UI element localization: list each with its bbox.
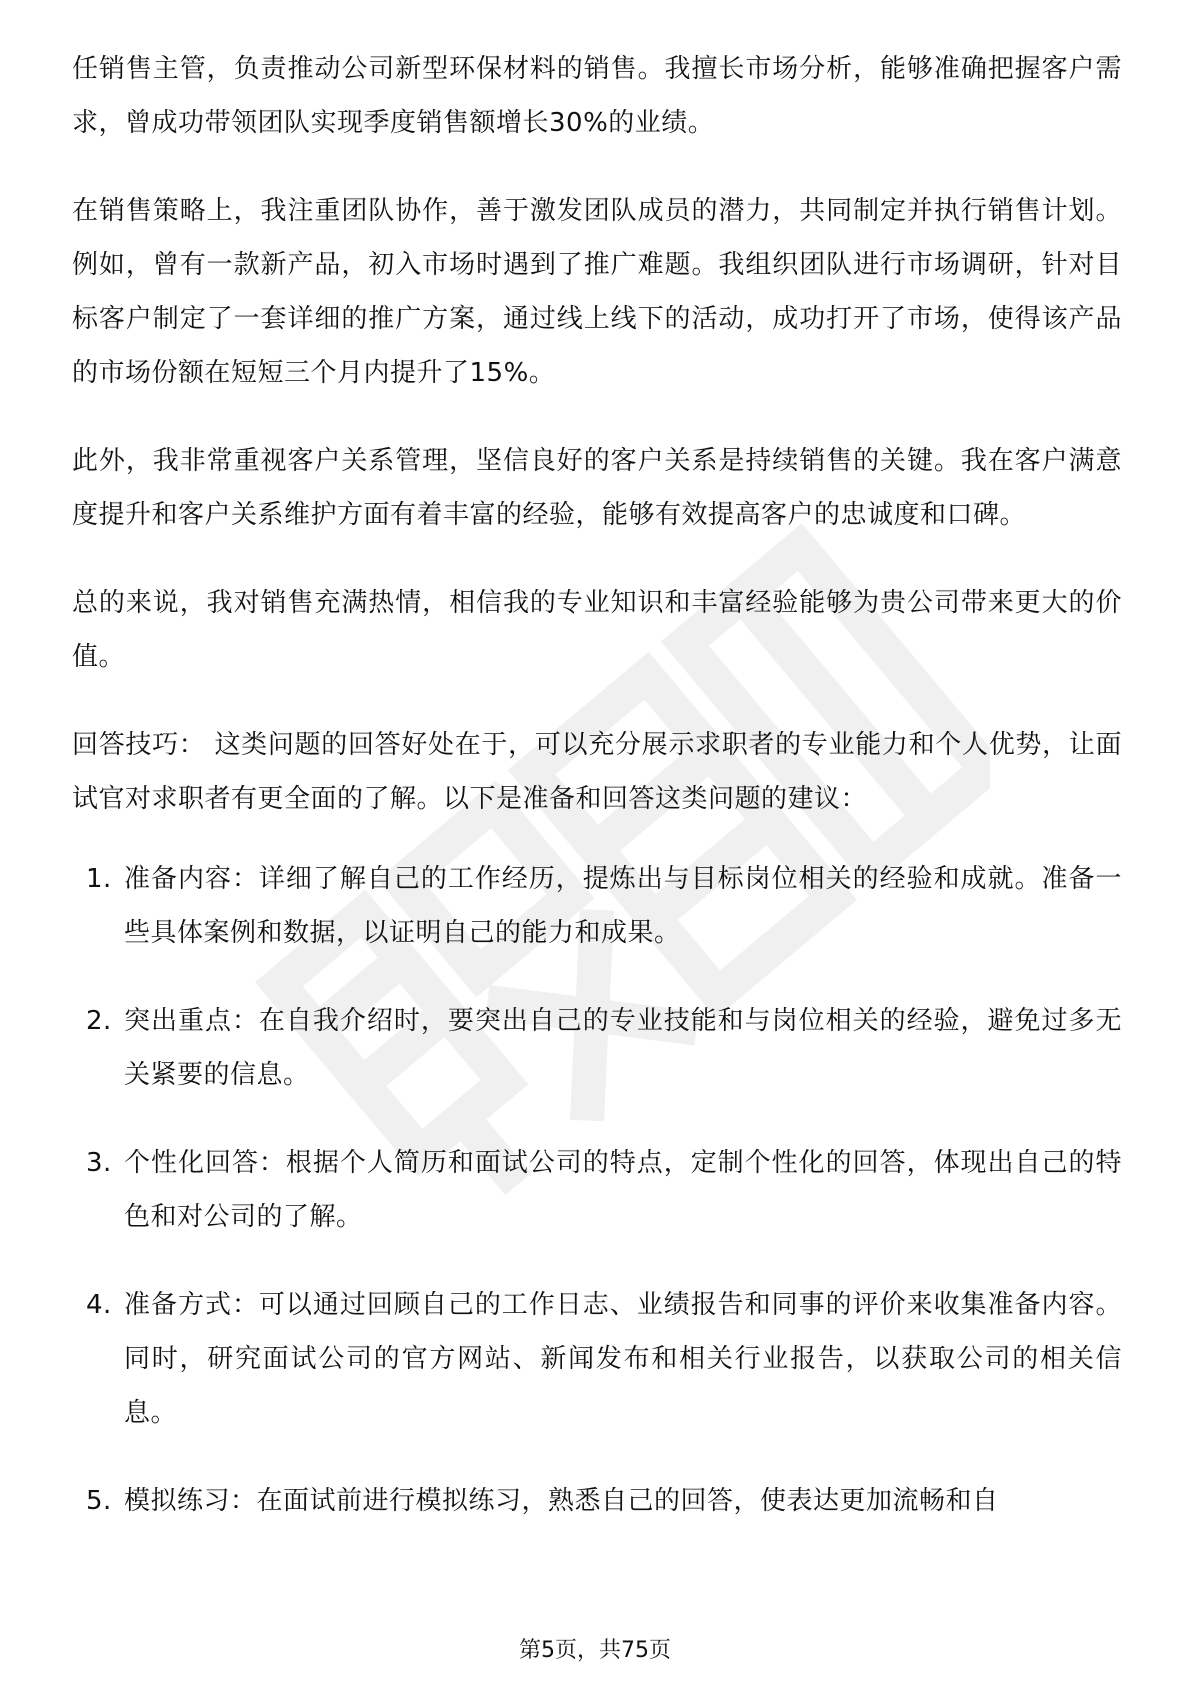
main-content: [72, 42, 1122, 1562]
list-item: [72, 852, 1122, 960]
list-item: [72, 1136, 1122, 1244]
list-text: 突出重点：在自我介绍时，要突出自己的专业技能和与岗位相关的经验，避免过多无关紧要的信息。: [124, 1006, 1122, 1090]
list-number: 4.: [86, 1290, 112, 1320]
list-number: 2.: [86, 1006, 112, 1036]
page-footer: 第5页，共75页: [519, 1638, 671, 1663]
paragraph-summary: 总的来说，我对销售充满热情，相信我的专业知识和丰富经验能够为贵公司带来更大的价值。: [72, 588, 1122, 672]
list-item: [72, 1474, 1122, 1528]
tips-list: [72, 852, 1122, 1528]
list-number: 5.: [86, 1486, 112, 1516]
list-number: 1.: [86, 864, 112, 894]
list-item: [72, 994, 1122, 1102]
list-text: 模拟练习：在面试前进行模拟练习，熟悉自己的回答，使表达更加流畅和自: [124, 1486, 999, 1516]
list-text: 个性化回答：根据个人简历和面试公司的特点，定制个性化的回答，体现出自己的特色和对公司的了解。: [124, 1148, 1122, 1232]
list-item: [72, 1278, 1122, 1440]
list-text: 准备方式：可以通过回顾自己的工作日志、业绩报告和同事的评价来收集准备内容。同时，研究面试公司的官方网站、新闻发布和相关行业报告，以获取公司的相关信息。: [124, 1290, 1122, 1428]
list-number: 3.: [86, 1148, 112, 1178]
paragraph-sales-strategy: 在销售策略上，我注重团队协作，善于激发团队成员的潜力，共同制定并执行销售计划。例如，曾有一款新产品，初入市场时遇到了推广难题。我组织团队进行市场调研，针对目标客户制定了一套详细的推广方案，通过线上线下的活动，成功打开了市场，使得该产品的市场份额在短短三个月内提升了15%。: [72, 196, 1122, 388]
paragraph-customer-relations: 此外，我非常重视客户关系管理，坚信良好的客户关系是持续销售的关键。我在客户满意度提升和客户关系维护方面有着丰富的经验，能够有效提高客户的忠诚度和口碑。: [72, 446, 1122, 530]
list-text: 准备内容：详细了解自己的工作经历，提炼出与目标岗位相关的经验和成就。准备一些具体案例和数据，以证明自己的能力和成果。: [124, 864, 1122, 948]
paragraph-answer-tips: 回答技巧： 这类问题的回答好处在于，可以充分展示求职者的专业能力和个人优势，让面试官对求职者有更全面的了解。以下是准备和回答这类问题的建议：: [72, 730, 1122, 814]
paragraph-sales-manager: 任销售主管，负责推动公司新型环保材料的销售。我擅长市场分析，能够准确把握客户需求，曾成功带领团队实现季度销售额增长30%的业绩。: [72, 54, 1122, 138]
